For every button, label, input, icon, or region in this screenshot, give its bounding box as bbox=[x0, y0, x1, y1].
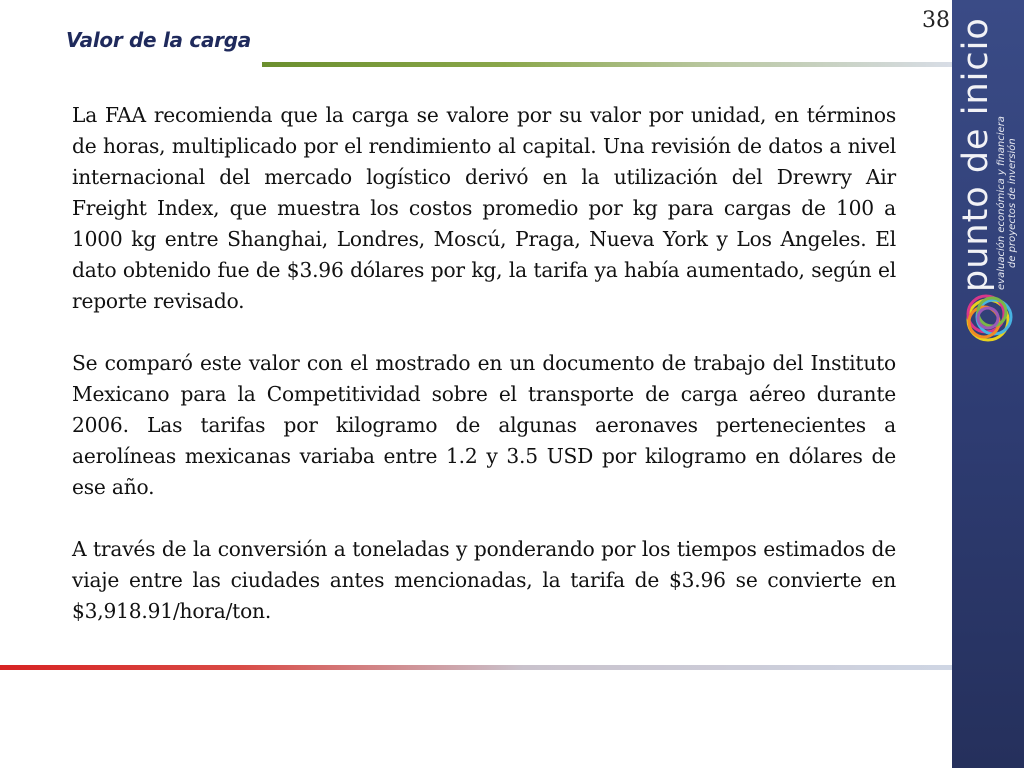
paragraph-conversion-result: A través de la conversión a toneladas y ponderando por los tiempos estimados de viaje entre las ciudades antes mencionadas, la tarifa de $3.96 se convierte en $3,918.91/hora/ton. bbox=[72, 537, 896, 623]
paragraph-faa-recommendation: La FAA recomienda que la carga se valore por su valor por unidad, en términos de horas, multiplicado por el rendimiento al capital. Una revisión de datos a nivel internacional del mercado logístico derivó en la utilización del Drewry Air Freight Index, que muestra los costos promedio por kg para cargas de 100 a 1000 kg entre Shanghai, Londres, Moscú, Praga, Nueva York y Los Angeles. El dato obtenido fue de $3.96 dólares por kg, la tarifa ya había aumentado, según el reporte revisado. bbox=[72, 103, 896, 313]
slide-body bbox=[72, 100, 896, 658]
paragraph-imco-comparison: Se comparó este valor con el mostrado en un documento de trabajo del Instituto Mexicano para la Competitividad sobre el transporte de carga aéreo durante 2006. Las tarifas por kilogramo de algunas aeronaves pertenecientes a aerolíneas mexicanas variaba entre 1.2 y 3.5 USD por kilogramo en dólares de ese año. bbox=[72, 351, 896, 499]
brand-tagline-line-2: de proyectos de inversión bbox=[1007, 138, 1018, 268]
brand-block bbox=[952, 0, 1024, 768]
slide-title: Valor de la carga bbox=[66, 28, 251, 52]
punto-de-inicio-logo-icon bbox=[956, 286, 1020, 350]
brand-sidebar bbox=[952, 0, 1024, 768]
footer-rule bbox=[0, 665, 952, 670]
brand-tagline bbox=[996, 116, 1018, 290]
page-number: 38 bbox=[922, 8, 950, 33]
title-underline bbox=[262, 62, 952, 67]
brand-name: punto de inicio bbox=[956, 17, 996, 292]
brand-tagline-line-1: evaluación económica y financiera bbox=[996, 116, 1007, 290]
